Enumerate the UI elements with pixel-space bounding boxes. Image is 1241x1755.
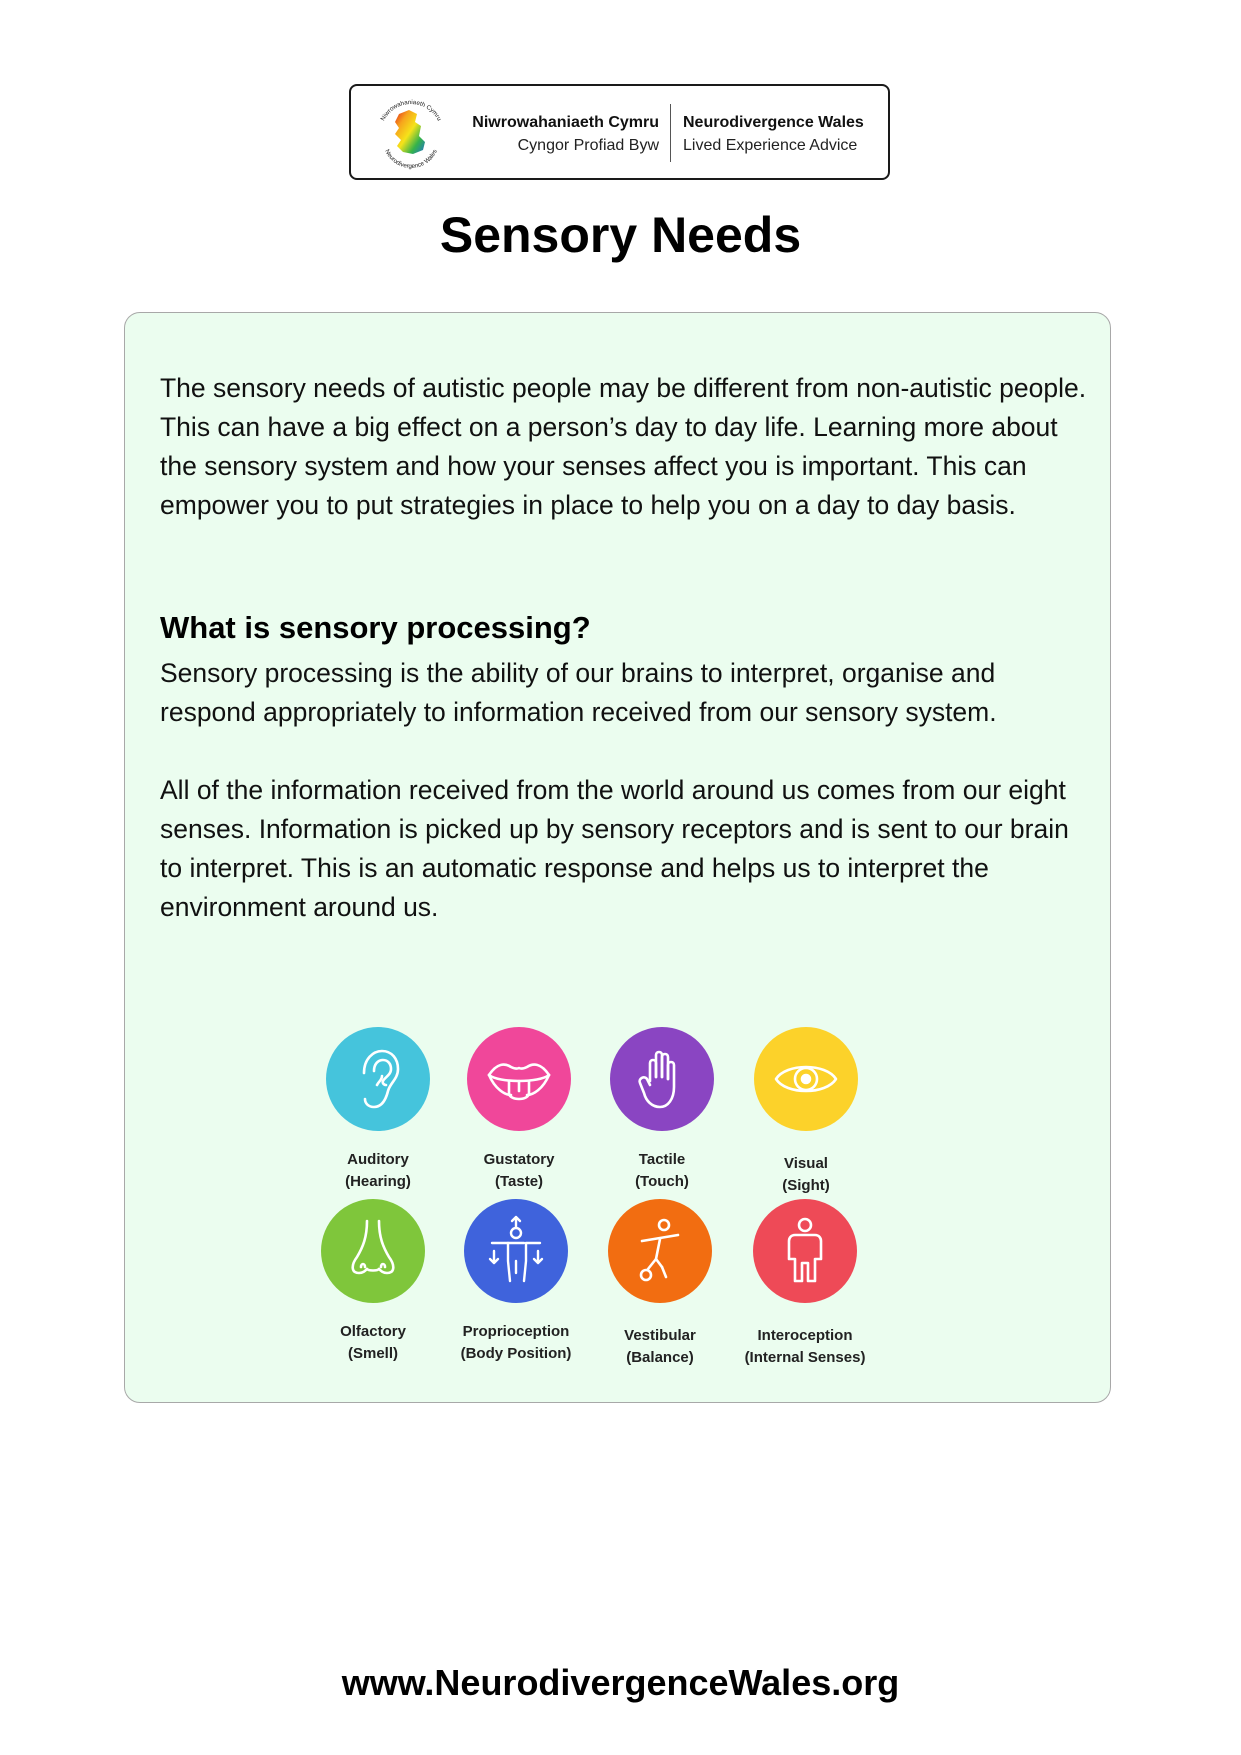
nose-icon bbox=[335, 1213, 411, 1289]
sense-label: Tactile (Touch) bbox=[635, 1151, 689, 1190]
sense-interoception bbox=[710, 1199, 900, 1369]
organisation-logo bbox=[349, 84, 890, 180]
wales-map-emblem-icon bbox=[369, 92, 453, 176]
body-outline-icon bbox=[767, 1213, 843, 1289]
sense-circle bbox=[610, 1027, 714, 1131]
sense-label: Gustatory (Taste) bbox=[483, 1151, 555, 1190]
section-paragraph-2: All of the information received from the world around us comes from our eight senses. Information is picked up by sensory receptors and is sent to our brain to interpret. This is an automatic response and helps us to interpret the environment around us. bbox=[160, 775, 1069, 922]
body-position-icon bbox=[478, 1213, 554, 1289]
welsh-organisation-subtitle: Cyngor Profiad Byw bbox=[517, 137, 659, 154]
english-organisation-subtitle: Lived Experience Advice bbox=[683, 137, 858, 154]
sense-label: Interoception (Internal Senses) bbox=[744, 1327, 866, 1366]
sense-label: Proprioception (Body Position) bbox=[460, 1323, 572, 1362]
sense-circle bbox=[754, 1027, 858, 1131]
sense-circle bbox=[464, 1199, 568, 1303]
sense-circle bbox=[753, 1199, 857, 1303]
sense-circle bbox=[608, 1199, 712, 1303]
logo-divider bbox=[670, 104, 671, 162]
hand-icon bbox=[624, 1041, 700, 1117]
sense-label: Visual (Sight) bbox=[782, 1155, 830, 1194]
sense-circle bbox=[326, 1027, 430, 1131]
sense-label: Auditory (Hearing) bbox=[345, 1151, 411, 1190]
sense-label: Olfactory (Smell) bbox=[340, 1323, 406, 1362]
sense-circle bbox=[321, 1199, 425, 1303]
page-title: Sensory Needs bbox=[439, 207, 802, 263]
svg-text:Niwrowahaniaeth Cymru: Niwrowahaniaeth Cymru bbox=[379, 98, 443, 123]
sense-visual bbox=[711, 1027, 901, 1197]
mouth-tongue-icon bbox=[481, 1041, 557, 1117]
section-heading: What is sensory processing? bbox=[160, 610, 591, 645]
website-url[interactable]: www.NeurodivergenceWales.org bbox=[341, 1662, 900, 1703]
ear-icon bbox=[340, 1041, 416, 1117]
sense-label: Vestibular (Balance) bbox=[624, 1327, 696, 1366]
welsh-organisation-name: Niwrowahaniaeth Cymru bbox=[472, 114, 659, 131]
balance-icon bbox=[622, 1213, 698, 1289]
eye-icon bbox=[768, 1041, 844, 1117]
sense-circle bbox=[467, 1027, 571, 1131]
svg-text:Neurodivergence Wales: Neurodivergence Wales bbox=[383, 148, 439, 171]
section-paragraph-1: Sensory processing is the ability of our brains to interpret, organise and respond appropriately to information received from our sensory system. bbox=[160, 658, 997, 727]
english-organisation-name: Neurodivergence Wales bbox=[683, 114, 864, 131]
intro-paragraph: The sensory needs of autistic people may be different from non-autistic people. This can have a big effect on a person’s day to day life. Learning more about the sensory system and how your senses affect you is important. This can empower you to put strategies in place to help you on a day to day basis. bbox=[160, 373, 1087, 520]
